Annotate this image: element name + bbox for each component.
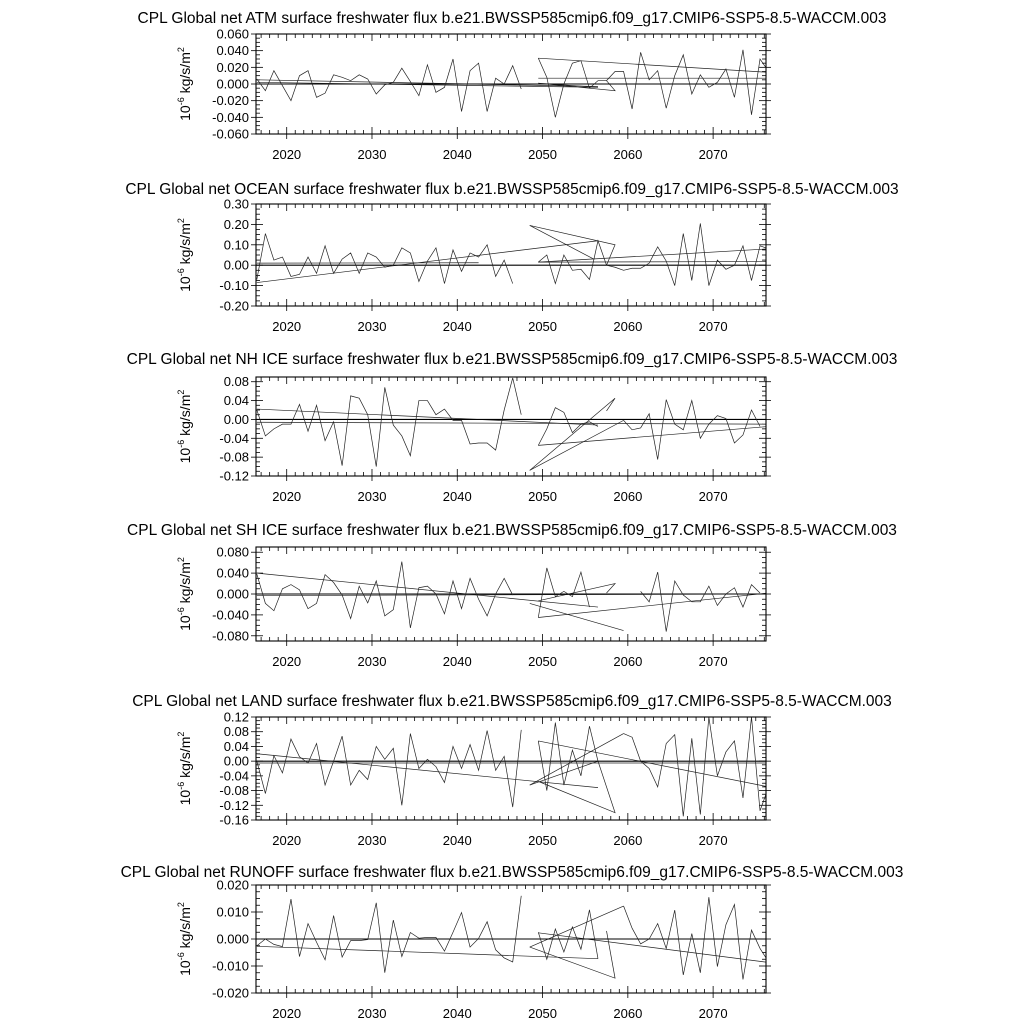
x-tick-label: 2050 bbox=[528, 489, 558, 504]
x-tick-label: 2060 bbox=[613, 147, 643, 162]
plot-area bbox=[256, 717, 769, 816]
y-axis-label bbox=[176, 218, 193, 292]
y-axis-label-unit: kg/s/m bbox=[177, 223, 193, 269]
x-tick-label: 2030 bbox=[357, 833, 387, 848]
trend-line bbox=[538, 262, 768, 263]
plot-frame bbox=[256, 377, 766, 476]
plot-area bbox=[256, 562, 769, 632]
y-tick-label: 0.00 bbox=[223, 753, 249, 769]
series-line-annual-2 bbox=[538, 223, 768, 285]
y-axis-label-unit_exp: 2 bbox=[176, 389, 186, 395]
y-tick-label: 0.10 bbox=[223, 237, 249, 253]
x-tick-label: 2050 bbox=[528, 654, 558, 669]
y-tick-label: 0.020 bbox=[216, 59, 249, 75]
x-tick-label: 2040 bbox=[442, 833, 472, 848]
y-tick-label: -0.020 bbox=[212, 93, 249, 109]
panel-3 bbox=[127, 351, 898, 504]
x-tick-label: 2030 bbox=[357, 1006, 387, 1021]
x-tick-label: 2020 bbox=[272, 1006, 302, 1021]
plot-frame bbox=[256, 204, 766, 306]
panel-6 bbox=[121, 864, 904, 1021]
series-line-annual-3 bbox=[641, 572, 760, 632]
y-axis-label-base: 10 bbox=[177, 615, 193, 631]
x-tick-label: 2070 bbox=[698, 654, 728, 669]
y-axis-label bbox=[176, 902, 193, 976]
y-tick-label: 0.08 bbox=[223, 724, 249, 740]
y-axis-label-base: 10 bbox=[177, 447, 193, 464]
y-axis-label-base: 10 bbox=[177, 789, 193, 806]
x-tick-label: 2060 bbox=[613, 654, 643, 669]
panel-title: CPL Global net ATM surface freshwater flux b.e21.BWSSP585cmip6.f09_g17.CMIP6-SSP5-8.5-WACCM.003 bbox=[137, 10, 887, 27]
x-tick-label: 2030 bbox=[357, 654, 387, 669]
y-axis-label-exp: -6 bbox=[176, 607, 186, 616]
y-axis-label bbox=[176, 390, 193, 464]
panel-2 bbox=[125, 181, 898, 334]
y-axis-label-unit_exp: 2 bbox=[176, 731, 186, 737]
y-tick-label: -0.060 bbox=[212, 126, 249, 142]
y-tick-label: 0.08 bbox=[223, 374, 249, 390]
series-line-annual-1 bbox=[257, 730, 521, 807]
y-tick-label: 0.00 bbox=[223, 411, 249, 427]
x-tick-label: 2030 bbox=[357, 147, 387, 162]
y-tick-label: -0.08 bbox=[219, 783, 249, 799]
x-tick-label: 2040 bbox=[442, 654, 472, 669]
x-tick-label: 2060 bbox=[613, 833, 643, 848]
y-tick-label: 0.30 bbox=[223, 196, 249, 212]
plot-area bbox=[256, 223, 769, 285]
y-tick-label: 0.020 bbox=[216, 877, 249, 893]
y-tick-label: -0.04 bbox=[219, 430, 249, 446]
y-tick-label: -0.010 bbox=[212, 958, 249, 974]
y-tick-label: 0.04 bbox=[223, 738, 249, 754]
x-tick-label: 2060 bbox=[613, 489, 643, 504]
trend-line bbox=[530, 398, 615, 470]
y-axis-label-unit: kg/s/m bbox=[177, 562, 193, 608]
panel-title: CPL Global net LAND surface freshwater flux b.e21.BWSSP585cmip6.f09_g17.CMIP6-SSP5-8.5-WACCM.003 bbox=[132, 693, 892, 710]
series-line-annual-3 bbox=[624, 717, 769, 816]
y-tick-label: -0.12 bbox=[219, 468, 249, 484]
series-line-annual-1 bbox=[257, 896, 521, 973]
panel-title: CPL Global net RUNOFF surface freshwater flux b.e21.BWSSP585cmip6.f09_g17.CMIP6-SSP5-8.5-WACCM.003 bbox=[120, 864, 904, 881]
x-tick-label: 2070 bbox=[698, 147, 728, 162]
trend-line bbox=[257, 81, 615, 91]
y-axis-label bbox=[176, 732, 193, 806]
y-tick-label: 0.04 bbox=[223, 393, 249, 409]
x-tick-label: 2060 bbox=[613, 1006, 643, 1021]
trend-line bbox=[530, 931, 615, 978]
y-tick-label: -0.040 bbox=[212, 109, 249, 125]
x-tick-label: 2020 bbox=[272, 489, 302, 504]
trend-line bbox=[530, 761, 615, 813]
y-axis-label-unit: kg/s/m bbox=[177, 736, 193, 782]
y-tick-label: 0.000 bbox=[216, 931, 249, 947]
trend-line bbox=[257, 946, 598, 958]
y-tick-label: 0.010 bbox=[216, 904, 249, 920]
y-axis-label-base: 10 bbox=[177, 276, 193, 292]
y-tick-label: -0.12 bbox=[219, 797, 249, 813]
x-tick-label: 2030 bbox=[357, 489, 387, 504]
y-tick-label: -0.08 bbox=[219, 449, 249, 465]
y-tick-label: 0.000 bbox=[216, 586, 249, 602]
trend-line bbox=[538, 741, 768, 787]
panel-title: CPL Global net SH ICE surface freshwater flux b.e21.BWSSP585cmip6.f09_g17.CMIP6-SSP5-8.5-WACCM.003 bbox=[127, 522, 897, 539]
y-axis-label-unit: kg/s/m bbox=[177, 52, 193, 98]
y-tick-label: -0.16 bbox=[219, 812, 249, 828]
x-tick-label: 2030 bbox=[357, 319, 387, 334]
panel-1 bbox=[138, 10, 887, 162]
x-tick-label: 2040 bbox=[442, 147, 472, 162]
y-axis-label-exp: -6 bbox=[176, 439, 186, 448]
y-axis-label-unit: kg/s/m bbox=[177, 394, 193, 440]
y-axis-label-exp: -6 bbox=[176, 97, 186, 106]
y-tick-label: 0.20 bbox=[223, 216, 249, 232]
y-tick-label: -0.040 bbox=[212, 607, 249, 623]
y-tick-label: 0.040 bbox=[216, 565, 249, 581]
y-tick-label: -0.020 bbox=[212, 985, 249, 1001]
series-line-annual-1 bbox=[257, 59, 521, 112]
x-tick-label: 2040 bbox=[442, 1006, 472, 1021]
y-axis-label-unit: kg/s/m bbox=[177, 907, 193, 953]
trend-line bbox=[530, 420, 624, 470]
panel-4 bbox=[127, 522, 897, 669]
y-axis-label bbox=[176, 47, 193, 121]
plot-area bbox=[256, 378, 769, 470]
y-axis-label-base: 10 bbox=[177, 960, 193, 976]
series-line-annual-2 bbox=[538, 723, 598, 791]
series-line-annual-3 bbox=[624, 897, 769, 979]
panel-title: CPL Global net OCEAN surface freshwater flux b.e21.BWSSP585cmip6.f09_g17.CMIP6-SSP5-8.5-WACCM.003 bbox=[125, 181, 899, 198]
x-tick-label: 2050 bbox=[528, 319, 558, 334]
x-tick-label: 2070 bbox=[698, 489, 728, 504]
y-tick-label: 0.080 bbox=[216, 544, 249, 560]
x-tick-label: 2020 bbox=[272, 833, 302, 848]
trend-line bbox=[538, 58, 768, 72]
series-line-annual-1 bbox=[257, 234, 513, 284]
y-tick-label: 0.060 bbox=[216, 26, 249, 42]
y-tick-label: -0.04 bbox=[219, 768, 249, 784]
x-tick-label: 2020 bbox=[272, 147, 302, 162]
y-tick-label: 0.12 bbox=[223, 709, 249, 725]
x-tick-label: 2020 bbox=[272, 654, 302, 669]
series-line-annual-3 bbox=[624, 400, 760, 460]
series-line-annual-2 bbox=[538, 408, 598, 446]
y-axis-label-unit_exp: 2 bbox=[176, 47, 186, 53]
y-tick-label: 0.000 bbox=[216, 76, 249, 92]
trend-line bbox=[530, 734, 624, 786]
x-tick-label: 2050 bbox=[528, 833, 558, 848]
y-axis-label-unit_exp: 2 bbox=[176, 218, 186, 224]
y-axis-label-unit_exp: 2 bbox=[176, 902, 186, 908]
x-tick-label: 2050 bbox=[528, 1006, 558, 1021]
trend-line bbox=[530, 906, 624, 947]
plot-area bbox=[256, 50, 769, 118]
trend-line bbox=[538, 584, 615, 601]
y-axis-label-exp: -6 bbox=[176, 268, 186, 277]
x-tick-label: 2040 bbox=[442, 319, 472, 334]
y-tick-label: -0.20 bbox=[219, 298, 249, 314]
y-tick-label: -0.10 bbox=[219, 278, 249, 294]
trend-line bbox=[530, 225, 615, 265]
series-line-annual-2 bbox=[538, 568, 589, 618]
panel-5 bbox=[132, 693, 892, 848]
series-line-annual-2 bbox=[538, 910, 598, 959]
x-tick-label: 2070 bbox=[698, 319, 728, 334]
x-tick-label: 2020 bbox=[272, 319, 302, 334]
x-tick-label: 2050 bbox=[528, 147, 558, 162]
trend-line bbox=[538, 593, 768, 618]
y-axis-label-unit_exp: 2 bbox=[176, 557, 186, 563]
y-axis-label bbox=[176, 557, 193, 631]
y-tick-label: 0.00 bbox=[223, 257, 249, 273]
y-axis-label-base: 10 bbox=[177, 105, 193, 121]
y-axis-label-exp: -6 bbox=[176, 781, 186, 790]
y-axis-label-exp: -6 bbox=[176, 952, 186, 961]
plot-area bbox=[256, 896, 769, 980]
x-tick-label: 2060 bbox=[613, 319, 643, 334]
panel-title: CPL Global net NH ICE surface freshwater flux b.e21.BWSSP585cmip6.f09_g17.CMIP6-SSP5-8.5-WACCM.003 bbox=[126, 351, 898, 368]
y-tick-label: -0.080 bbox=[212, 628, 249, 644]
x-tick-label: 2040 bbox=[442, 489, 472, 504]
y-tick-label: 0.040 bbox=[216, 43, 249, 59]
plot-frame bbox=[256, 717, 766, 820]
x-tick-label: 2070 bbox=[698, 833, 728, 848]
trend-line bbox=[257, 573, 598, 607]
x-tick-label: 2070 bbox=[698, 1006, 728, 1021]
